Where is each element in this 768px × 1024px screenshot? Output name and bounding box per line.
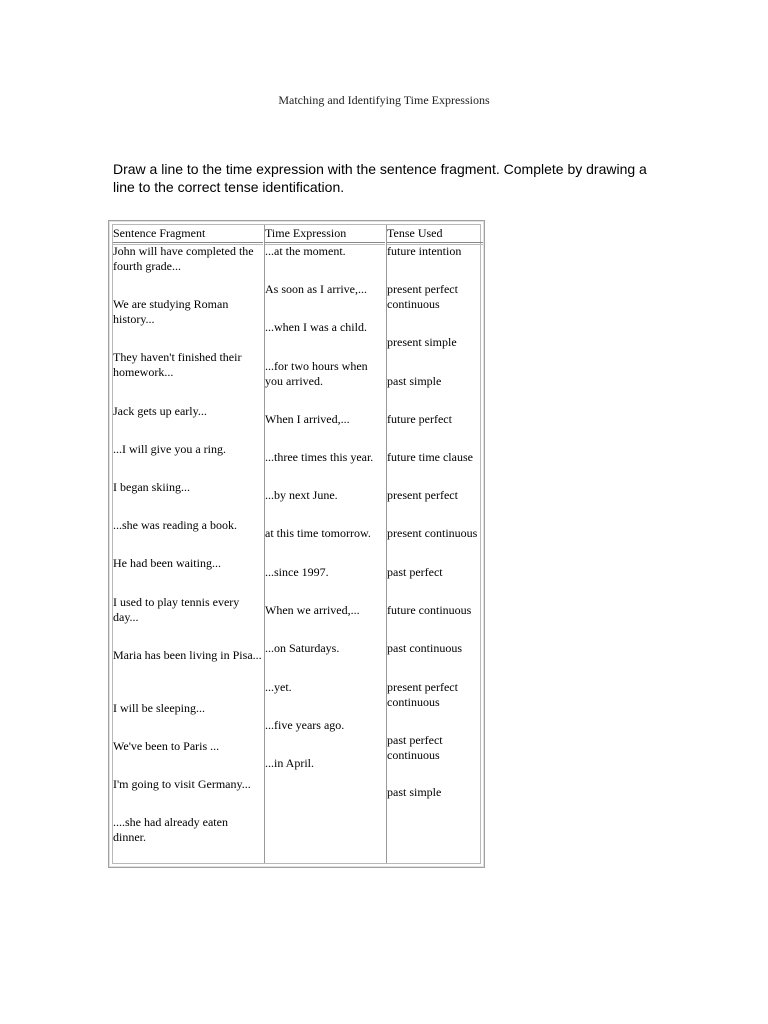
- sentence-fragment: I used to play tennis every day...: [113, 595, 240, 624]
- time-expression: ...at the moment.: [265, 244, 346, 258]
- sentence-fragment: ...she was reading a book.: [113, 518, 237, 532]
- tense-label: future perfect: [387, 412, 452, 426]
- sentence-fragment-column: [113, 225, 263, 863]
- time-expression: ...by next June.: [265, 488, 338, 502]
- time-expression: ...three times this year.: [265, 450, 374, 464]
- sentence-fragment: I'm going to visit Germany...: [113, 777, 251, 791]
- sentence-fragment: Maria has been living in Pisa...: [113, 648, 262, 662]
- time-expression: at this time tomorrow.: [265, 526, 371, 540]
- tense-label: present perfect: [387, 488, 458, 502]
- column-header: Time Expression: [265, 226, 347, 240]
- time-expression: ...since 1997.: [265, 565, 329, 579]
- sentence-fragment: ...I will give you a ring.: [113, 442, 226, 456]
- sentence-fragment: They haven't finished their homework...: [113, 350, 242, 379]
- sentence-fragment: ....she had already eaten dinner.: [113, 815, 228, 844]
- sentence-fragment: I will be sleeping...: [113, 701, 205, 715]
- sentence-fragment: He had been waiting...: [113, 556, 221, 570]
- time-expression: ...in April.: [265, 756, 315, 770]
- instructions-text: Draw a line to the time expression with the sentence fragment. Complete by drawing a line to the correct tense identification.: [113, 161, 647, 195]
- tense-label: future time clause: [387, 450, 473, 464]
- matching-table: [108, 220, 485, 868]
- sentence-fragment: Jack gets up early...: [113, 404, 207, 418]
- tense-label: present continuous: [387, 526, 478, 540]
- time-expression: ...yet.: [265, 680, 292, 694]
- column-header: Sentence Fragment: [113, 226, 206, 240]
- sentence-fragment: John will have completed the fourth grade...: [113, 244, 254, 273]
- time-expression: ...on Saturdays.: [265, 641, 340, 655]
- sentence-fragment: I began skiing...: [113, 480, 190, 494]
- time-expression: ...when I was a child.: [265, 320, 367, 334]
- sentence-fragment: We've been to Paris ...: [113, 739, 220, 753]
- time-expression: ...five years ago.: [265, 718, 345, 732]
- time-expression: When I arrived,...: [265, 412, 350, 426]
- time-expression: As soon as I arrive,...: [265, 282, 367, 296]
- sentence-fragment: We are studying Roman history...: [113, 297, 229, 326]
- tense-label: past perfect: [387, 565, 443, 579]
- tense-label: past simple: [387, 374, 442, 388]
- tense-label: future intention: [387, 244, 462, 258]
- time-expression-column: [265, 225, 385, 863]
- tense-used-column: [387, 225, 482, 863]
- tense-label: present perfect continuous: [387, 282, 458, 311]
- tense-label: past continuous: [387, 641, 462, 655]
- time-expression: When we arrived,...: [265, 603, 360, 617]
- tense-label: present simple: [387, 335, 457, 349]
- page-title: Matching and Identifying Time Expressions: [278, 93, 490, 107]
- time-expression: ...for two hours when you arrived.: [265, 359, 368, 388]
- tense-label: present perfect continuous: [387, 680, 458, 709]
- tense-label: past simple: [387, 785, 442, 799]
- matching-table-body: [112, 224, 481, 864]
- tense-label: future continuous: [387, 603, 472, 617]
- tense-label: past perfect continuous: [387, 733, 443, 762]
- column-header: Tense Used: [387, 226, 443, 240]
